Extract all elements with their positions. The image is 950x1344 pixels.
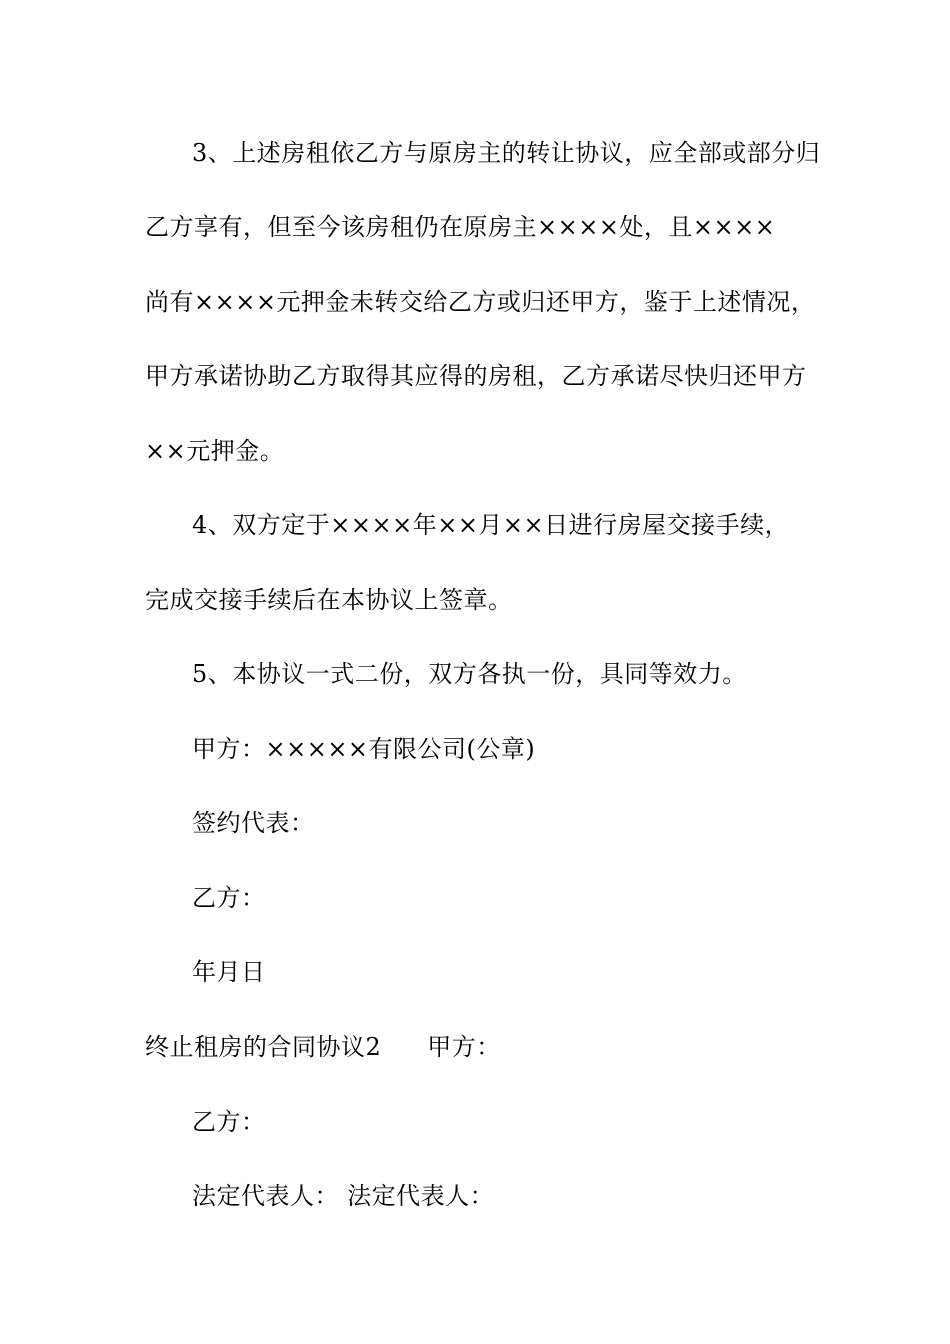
- clause-3-line-4: 甲方承诺协助乙方取得其应得的房租，乙方承诺尽快归还甲方: [145, 362, 807, 390]
- clause-3-line-2: 乙方享有，但至今该房租仍在原房主××××处，且××××: [145, 213, 776, 241]
- legal-representatives: 法定代表人： 法定代表人：: [192, 1182, 495, 1210]
- second-agreement-title: 终止租房的合同协议2: [145, 1033, 382, 1061]
- second-agreement-party-b: 乙方：: [192, 1108, 266, 1136]
- date-line: 年月日: [192, 958, 266, 986]
- second-agreement-heading: [145, 1032, 501, 1062]
- clause-5: 5、本协议一式二份，双方各执一份，具同等效力。: [192, 660, 747, 688]
- signing-representative: 签约代表：: [192, 809, 315, 837]
- clause-3-line-1: 3、上述房租依乙方与原房主的转让协议，应全部或部分归: [192, 139, 821, 167]
- clause-3-line-3: 尚有××××元押金未转交给乙方或归还甲方，鉴于上述情况，: [145, 288, 816, 316]
- second-agreement-party-a: 甲方：: [427, 1033, 501, 1061]
- party-b: 乙方：: [192, 884, 266, 912]
- clause-3-line-5: ××元押金。: [145, 437, 285, 465]
- party-a-company: 甲方：×××××有限公司(公章): [192, 735, 536, 763]
- clause-4-line-2: 完成交接手续后在本协议上签章。: [145, 586, 513, 614]
- clause-4-line-1: 4、双方定于××××年××月××日进行房屋交接手续，: [192, 511, 790, 539]
